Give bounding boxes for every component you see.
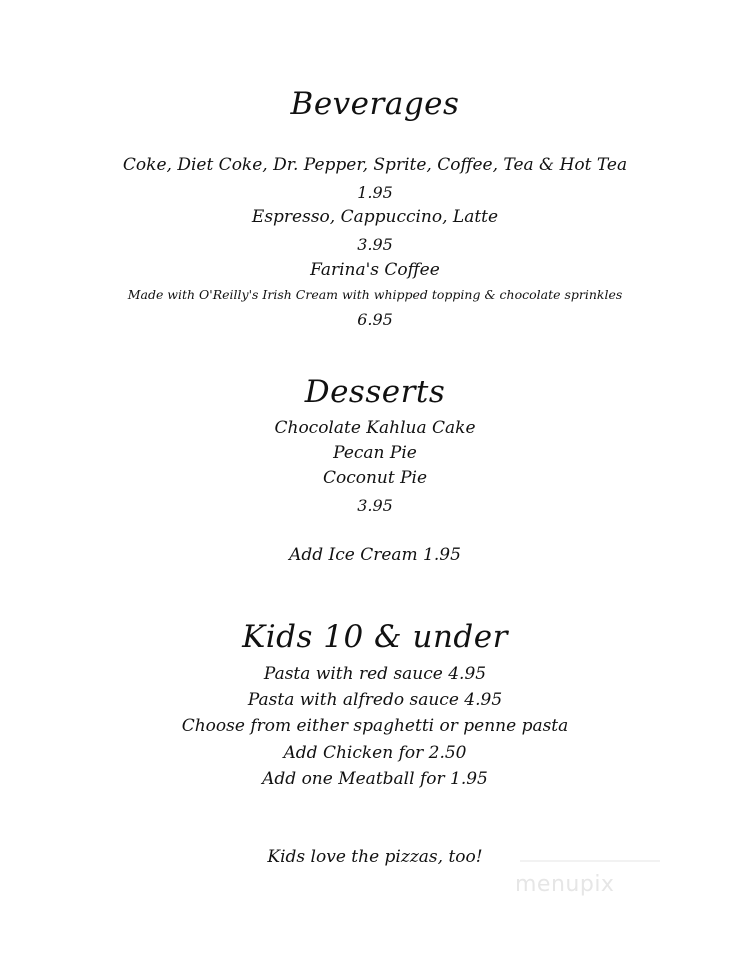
beverages-heading: Beverages [290,86,460,122]
beverage-soft-drinks-price: 1.95 [357,183,393,202]
dessert-ice-cream: Add Ice Cream 1.95 [289,545,461,565]
kids-heading: Kids 10 & under [242,619,508,655]
beverage-farinas-coffee-price: 6.95 [357,310,393,329]
desserts-heading: Desserts [304,374,446,410]
watermark-divider [520,860,660,862]
menupix-watermark: menupix [515,872,615,897]
beverage-farinas-coffee-description: Made with O'Reilly's Irish Cream with whipped topping & chocolate sprinkles [127,287,623,302]
dessert-kahlua-cake: Chocolate Kahlua Cake [274,418,476,438]
kids-add-chicken: Add Chicken for 2.50 [283,743,467,763]
kids-red-sauce: Pasta with red sauce 4.95 [263,664,487,684]
beverage-espresso-price: 3.95 [357,235,393,254]
kids-pizza-note: Kids love the pizzas, too! [267,847,483,867]
kids-alfredo-sauce: Pasta with alfredo sauce 4.95 [247,690,503,710]
beverage-espresso: Espresso, Cappuccino, Latte [251,207,499,227]
dessert-price: 3.95 [357,496,393,515]
kids-pasta-choice: Choose from either spaghetti or penne pasta [181,716,569,736]
dessert-pecan-pie: Pecan Pie [333,443,417,463]
beverage-soft-drinks: Coke, Diet Coke, Dr. Pepper, Sprite, Coffee, Tea & Hot Tea [122,155,628,175]
kids-add-meatball: Add one Meatball for 1.95 [262,769,488,789]
beverage-farinas-coffee: Farina's Coffee [310,260,440,280]
dessert-coconut-pie: Coconut Pie [322,468,428,488]
